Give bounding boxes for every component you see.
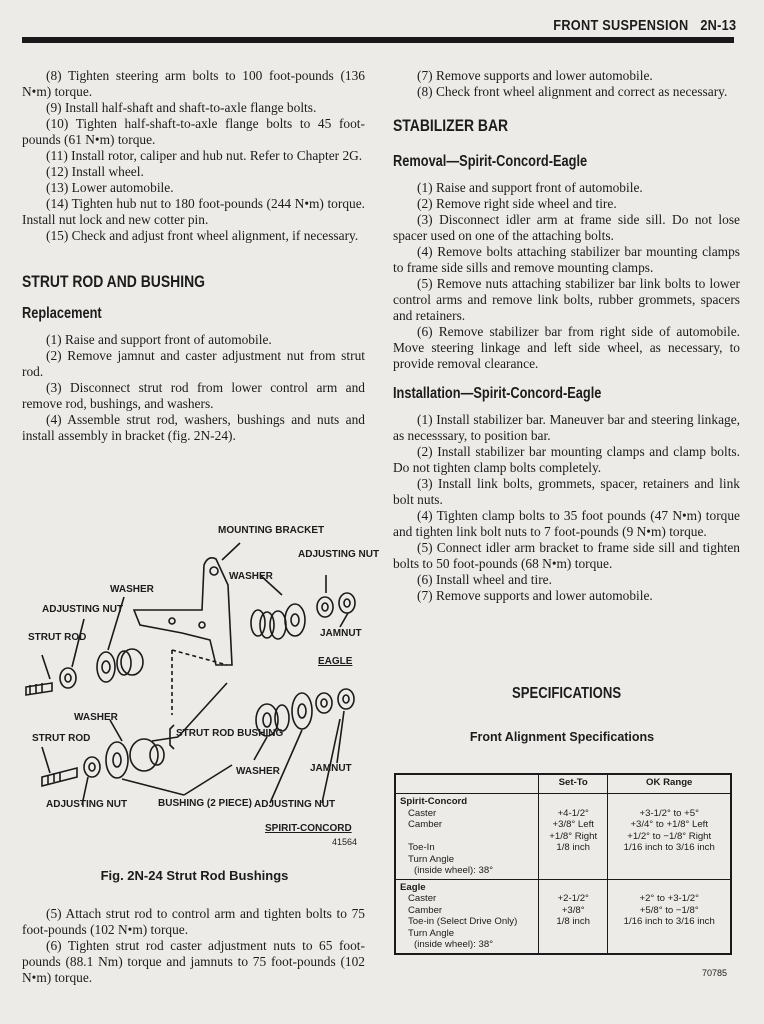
paragraph: (3) Disconnect strut rod from lower control arm and remove rod, bushings, and washers.	[22, 380, 365, 411]
left-bottom-text	[22, 906, 365, 986]
cell-value: 1/8 inch	[556, 842, 591, 853]
paragraph: (2) Remove jamnut and caster adjustment nut from strut rod.	[22, 348, 365, 379]
paragraph: (11) Install rotor, caliper and hub nut. Refer to Chapter 2G.	[46, 148, 363, 163]
label-bushing: BUSHING (2 PIECE)	[158, 798, 252, 809]
row-label: (inside wheel): 38°	[414, 939, 494, 950]
row-label: Caster	[408, 893, 437, 904]
cell-value: +2-1/2°	[557, 893, 589, 904]
paragraph: (13) Lower automobile.	[46, 180, 174, 195]
label-adjusting-nut: ADJUSTING NUT	[254, 799, 336, 810]
figure-ref-number: 41564	[332, 837, 358, 847]
label-adjusting-nut: ADJUSTING NUT	[298, 549, 380, 560]
subsection-heading: Installation—Spirit-Concord-Eagle	[393, 385, 602, 402]
set-to-values	[539, 879, 608, 954]
strut-rod-figure	[22, 515, 380, 890]
paragraph: (7) Remove supports and lower automobile.	[417, 68, 653, 83]
label-jamnut: JAMNUT	[320, 628, 362, 639]
alignment-spec-table	[394, 773, 732, 955]
row-label	[400, 831, 534, 843]
cell-value: +4-1/2°	[557, 807, 589, 819]
column-header	[395, 774, 539, 794]
subsection-heading: Replacement	[22, 305, 102, 322]
label-washer: WASHER	[110, 584, 154, 595]
set-to-values	[539, 794, 608, 880]
paragraph: (4) Tighten clamp bolts to 35 foot pounds (47 N•m) torque and tighten link bolt nuts to 7 foot-pounds (9 N•m) torque.	[393, 508, 740, 539]
label-washer: WASHER	[236, 766, 280, 777]
label-strut-rod: STRUT ROD	[32, 733, 91, 744]
paragraph: (12) Install wheel.	[46, 164, 144, 179]
cell-value: +3/4° to +1/8° Left	[630, 819, 708, 830]
section-heading: STRUT ROD AND BUSHING	[22, 272, 206, 291]
paragraph: (14) Tighten hub nut to 180 foot-pounds (244 N•m) torque. Install nut lock and new cotter pin.	[22, 196, 365, 227]
label-washer: WASHER	[229, 571, 273, 582]
paragraph: (5) Remove nuts attaching stabilizer bar link bolts to lower control arms and remove link bolts, rubber grommets, spacers and retainers.	[393, 276, 740, 323]
page-number: 2N-13	[699, 17, 736, 34]
subsection-heading: Removal—Spirit-Concord-Eagle	[393, 153, 588, 170]
paragraph: (4) Remove bolts attaching stabilizer bar mounting clamps to frame side sills and remove mounting clamps.	[393, 244, 740, 275]
header-rule	[22, 37, 734, 43]
cell-value: 1/16 inch to 3/16 inch	[623, 916, 715, 927]
paragraph: (6) Remove stabilizer bar from right side of automobile. Move steering linkage and left side wheel, as necessary, to provide removal clearance.	[393, 324, 740, 371]
cell-value: +2° to +3-1/2°	[639, 893, 699, 904]
section-title: FRONT SUSPENSION	[552, 17, 689, 34]
left-column	[22, 68, 365, 444]
figure-caption: Fig. 2N-24 Strut Rod Bushings	[100, 868, 289, 883]
paragraph: (3) Disconnect idler arm at frame side sill. Do not lose spacer used on one of the attaching bolts.	[393, 212, 740, 243]
ok-range-values	[608, 879, 731, 954]
label-jamnut: JAMNUT	[310, 763, 352, 774]
row-labels	[395, 879, 539, 954]
row-label: (inside wheel): 38°	[414, 865, 494, 876]
row-label: Turn Angle	[408, 853, 455, 865]
table-row	[395, 879, 731, 954]
label-strut-rod-bushing: STRUT ROD BUSHING	[176, 728, 284, 739]
label-adjusting-nut: ADJUSTING NUT	[42, 604, 124, 615]
label-eagle: EAGLE	[318, 656, 353, 667]
paragraph: (6) Tighten strut rod caster adjustment nuts to 65 foot-pounds (88.1 Nm) torque and jamnuts to 75 foot-pounds (102 N•m) torque.	[22, 938, 365, 985]
row-label: Caster	[408, 807, 437, 819]
paragraph: (2) Install stabilizer bar mounting clamps and clamp bolts. Do not tighten clamp bolts completely.	[393, 444, 740, 475]
cell-value: 1/16 inch to 3/16 inch	[623, 842, 715, 853]
page-header	[541, 17, 736, 34]
paragraph: (7) Remove supports and lower automobile.	[417, 588, 653, 603]
table-row	[395, 794, 731, 880]
row-label: Camber	[408, 819, 443, 830]
column-header: OK Range	[608, 774, 731, 794]
section-heading: STABILIZER BAR	[393, 116, 509, 135]
paragraph: (15) Check and adjust front wheel alignment, if necessary.	[46, 228, 359, 243]
row-label: Camber	[408, 904, 443, 916]
paragraph: (6) Install wheel and tire.	[417, 572, 552, 587]
paragraph: (8) Check front wheel alignment and correct as necessary.	[417, 84, 728, 99]
paragraph: (2) Remove right side wheel and tire.	[417, 196, 617, 211]
column-header: Set-To	[539, 774, 608, 794]
row-label: Turn Angle	[408, 927, 455, 939]
cell-value: 1/8 inch	[556, 916, 591, 927]
paragraph: (9) Install half-shaft and shaft-to-axle flange bolts.	[46, 100, 317, 115]
paragraph: (1) Install stabilizer bar. Maneuver bar and steering linkage, as necesssary, to position bar.	[393, 412, 740, 443]
right-column	[393, 68, 740, 604]
cell-value: +3/8°	[561, 904, 585, 916]
label-adjusting-nut: ADJUSTING NUT	[46, 799, 128, 810]
specifications-heading: SPECIFICATIONS	[511, 685, 622, 702]
paragraph: (1) Raise and support front of automobile.	[46, 332, 272, 347]
cell-value: +5/8° to −1/8°	[639, 904, 699, 916]
cell-value: +3-1/2° to +5°	[639, 807, 699, 819]
paragraph: (3) Install link bolts, grommets, spacer, retainers and link bolt nuts.	[393, 476, 740, 507]
row-label: Toe-in (Select Drive Only)	[408, 916, 518, 927]
cell-value: +3/8° Left	[552, 819, 594, 830]
cell-value: +1/8° Right	[549, 830, 598, 842]
paragraph: (5) Attach strut rod to control arm and tighten bolts to 75 foot-pounds (102 N•m) torque.	[22, 906, 365, 937]
ok-range-values	[608, 794, 731, 880]
paragraph: (1) Raise and support front of automobile.	[417, 180, 643, 195]
row-labels	[395, 794, 539, 880]
alignment-table-title: Front Alignment Specifications	[469, 730, 655, 744]
label-strut-rod: STRUT ROD	[28, 632, 87, 643]
paragraph: (8) Tighten steering arm bolts to 100 foot-pounds (136 N•m) torque.	[22, 68, 365, 99]
label-mounting-bracket: MOUNTING BRACKET	[218, 525, 325, 536]
cell-value: +1/2° to −1/8° Right	[627, 830, 712, 842]
group-label: Eagle	[400, 881, 426, 893]
row-label: Toe-In	[408, 842, 435, 853]
table-header-row	[395, 774, 731, 794]
group-label: Spirit-Concord	[400, 796, 468, 807]
label-washer: WASHER	[74, 712, 118, 723]
label-spirit-concord: SPIRIT-CONCORD	[265, 823, 352, 834]
table-ref-number: 70785	[702, 968, 728, 978]
paragraph: (5) Connect idler arm bracket to frame side sill and tighten bolts to 50 foot-pounds (68 N•m) torque.	[393, 540, 740, 571]
paragraph: (4) Assemble strut rod, washers, bushings and nuts and install assembly in bracket (fig. 2N-24).	[22, 412, 365, 443]
paragraph: (10) Tighten half-shaft-to-axle flange bolts to 45 foot-pounds (61 N•m) torque.	[22, 116, 365, 147]
